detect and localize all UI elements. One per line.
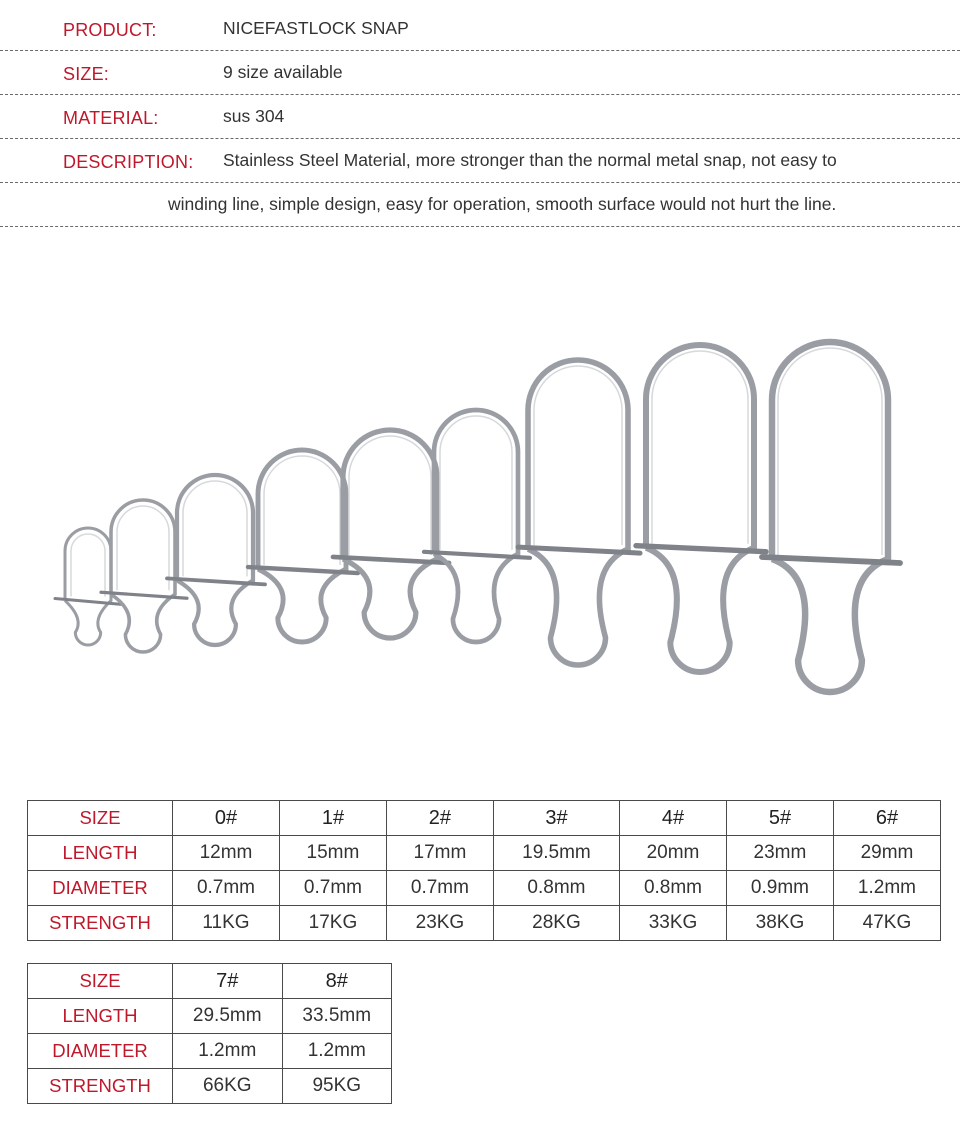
spec-row-product [0, 6, 960, 51]
spec-value-description-line2: winding line, simple design, easy for operation, smooth surface would not hurt the line. [168, 194, 837, 214]
snap-highlight [440, 416, 512, 550]
table1-cell: 29mm [833, 836, 940, 871]
table2-cell: 7# [173, 964, 283, 999]
snap-wire [343, 430, 437, 638]
table1-cell: 4# [620, 801, 727, 836]
table1-cell: 11KG [173, 906, 280, 941]
snap-highlight [71, 534, 105, 597]
snap-6 [518, 360, 640, 665]
table1-cell: 1# [279, 801, 386, 836]
table2-cell: 1.2mm [282, 1034, 392, 1069]
table1-cell: 3# [493, 801, 619, 836]
table2-cell: 29.5mm [173, 999, 283, 1034]
table1-cell: 12mm [173, 836, 280, 871]
size-table-1 [27, 800, 941, 941]
snap-highlight [183, 481, 247, 576]
spec-value-material: sus 304 [223, 106, 285, 126]
table1-row-size [28, 801, 941, 836]
table1-cell: 38KG [726, 906, 833, 941]
spec-row-description-cont [0, 182, 960, 227]
table1-row-strength [28, 906, 941, 941]
table1-cell: 0.8mm [493, 871, 619, 906]
snap-highlight [534, 366, 622, 545]
table1-cell: 0.7mm [386, 871, 493, 906]
snap-highlight [264, 456, 340, 565]
table1-cell: 33KG [620, 906, 727, 941]
table1-cell: 17mm [386, 836, 493, 871]
snap-7 [636, 345, 766, 672]
table1-cell: 23KG [386, 906, 493, 941]
spec-row-size [0, 50, 960, 95]
snap-wire [772, 342, 888, 692]
table1-cell: 20mm [620, 836, 727, 871]
spec-label-product: PRODUCT: [63, 20, 157, 40]
table2-cell: 66KG [173, 1069, 283, 1104]
table1-label-size: SIZE [28, 801, 173, 836]
table2-row-length [28, 999, 392, 1034]
table1-cell: 6# [833, 801, 940, 836]
table1-cell: 0.9mm [726, 871, 833, 906]
table2-cell: 8# [282, 964, 392, 999]
table1-cell: 2# [386, 801, 493, 836]
spec-row-description [0, 138, 960, 183]
table2-cell: 33.5mm [282, 999, 392, 1034]
table1-cell: 0.7mm [173, 871, 280, 906]
table1-cell: 0.8mm [620, 871, 727, 906]
table1-row-diameter [28, 871, 941, 906]
snap-5 [424, 410, 530, 642]
product-photo [0, 300, 960, 720]
snap-wire [528, 360, 628, 665]
table2-cell: 95KG [282, 1069, 392, 1104]
table2-label-strength: STRENGTH [28, 1069, 173, 1104]
table1-cell: 0.7mm [279, 871, 386, 906]
snap-highlight [349, 436, 431, 555]
table2-row-strength [28, 1069, 392, 1104]
snap-highlight [778, 348, 882, 555]
table2-row-size [28, 964, 392, 999]
table1-row-length [28, 836, 941, 871]
table2-label-size: SIZE [28, 964, 173, 999]
table1-label-diameter: DIAMETER [28, 871, 173, 906]
snap-highlight [652, 351, 748, 544]
spec-row-material [0, 94, 960, 139]
snap-0 [55, 528, 123, 645]
table1-cell: 23mm [726, 836, 833, 871]
spec-value-size: 9 size available [223, 62, 343, 82]
table2-cell: 1.2mm [173, 1034, 283, 1069]
table1-cell: 15mm [279, 836, 386, 871]
table1-cell: 19.5mm [493, 836, 619, 871]
table1-label-length: LENGTH [28, 836, 173, 871]
spec-label-description: DESCRIPTION: [63, 152, 194, 172]
snap-wire [258, 450, 346, 642]
table1-cell: 47KG [833, 906, 940, 941]
table2-label-diameter: DIAMETER [28, 1034, 173, 1069]
snap-2 [167, 475, 265, 645]
spec-value-description-line1: Stainless Steel Material, more stronger than the normal metal snap, not easy to [223, 150, 837, 170]
snap-wire [434, 410, 518, 642]
table1-cell: 17KG [279, 906, 386, 941]
table1-cell: 5# [726, 801, 833, 836]
snap-1 [101, 500, 187, 652]
spec-label-size: SIZE: [63, 64, 110, 84]
table1-cell: 1.2mm [833, 871, 940, 906]
snap-wire [646, 345, 754, 672]
snap-wire [111, 500, 175, 652]
snap-4 [333, 430, 449, 638]
size-table-2 [27, 963, 392, 1104]
table2-row-diameter [28, 1034, 392, 1069]
table1-cell: 28KG [493, 906, 619, 941]
snap-8 [762, 342, 900, 692]
spec-value-product: NICEFASTLOCK SNAP [223, 18, 409, 38]
table1-cell: 0# [173, 801, 280, 836]
table1-label-strength: STRENGTH [28, 906, 173, 941]
spec-label-material: MATERIAL: [63, 108, 159, 128]
snap-wire [177, 475, 253, 645]
snap-highlight [117, 506, 169, 590]
table2-label-length: LENGTH [28, 999, 173, 1034]
